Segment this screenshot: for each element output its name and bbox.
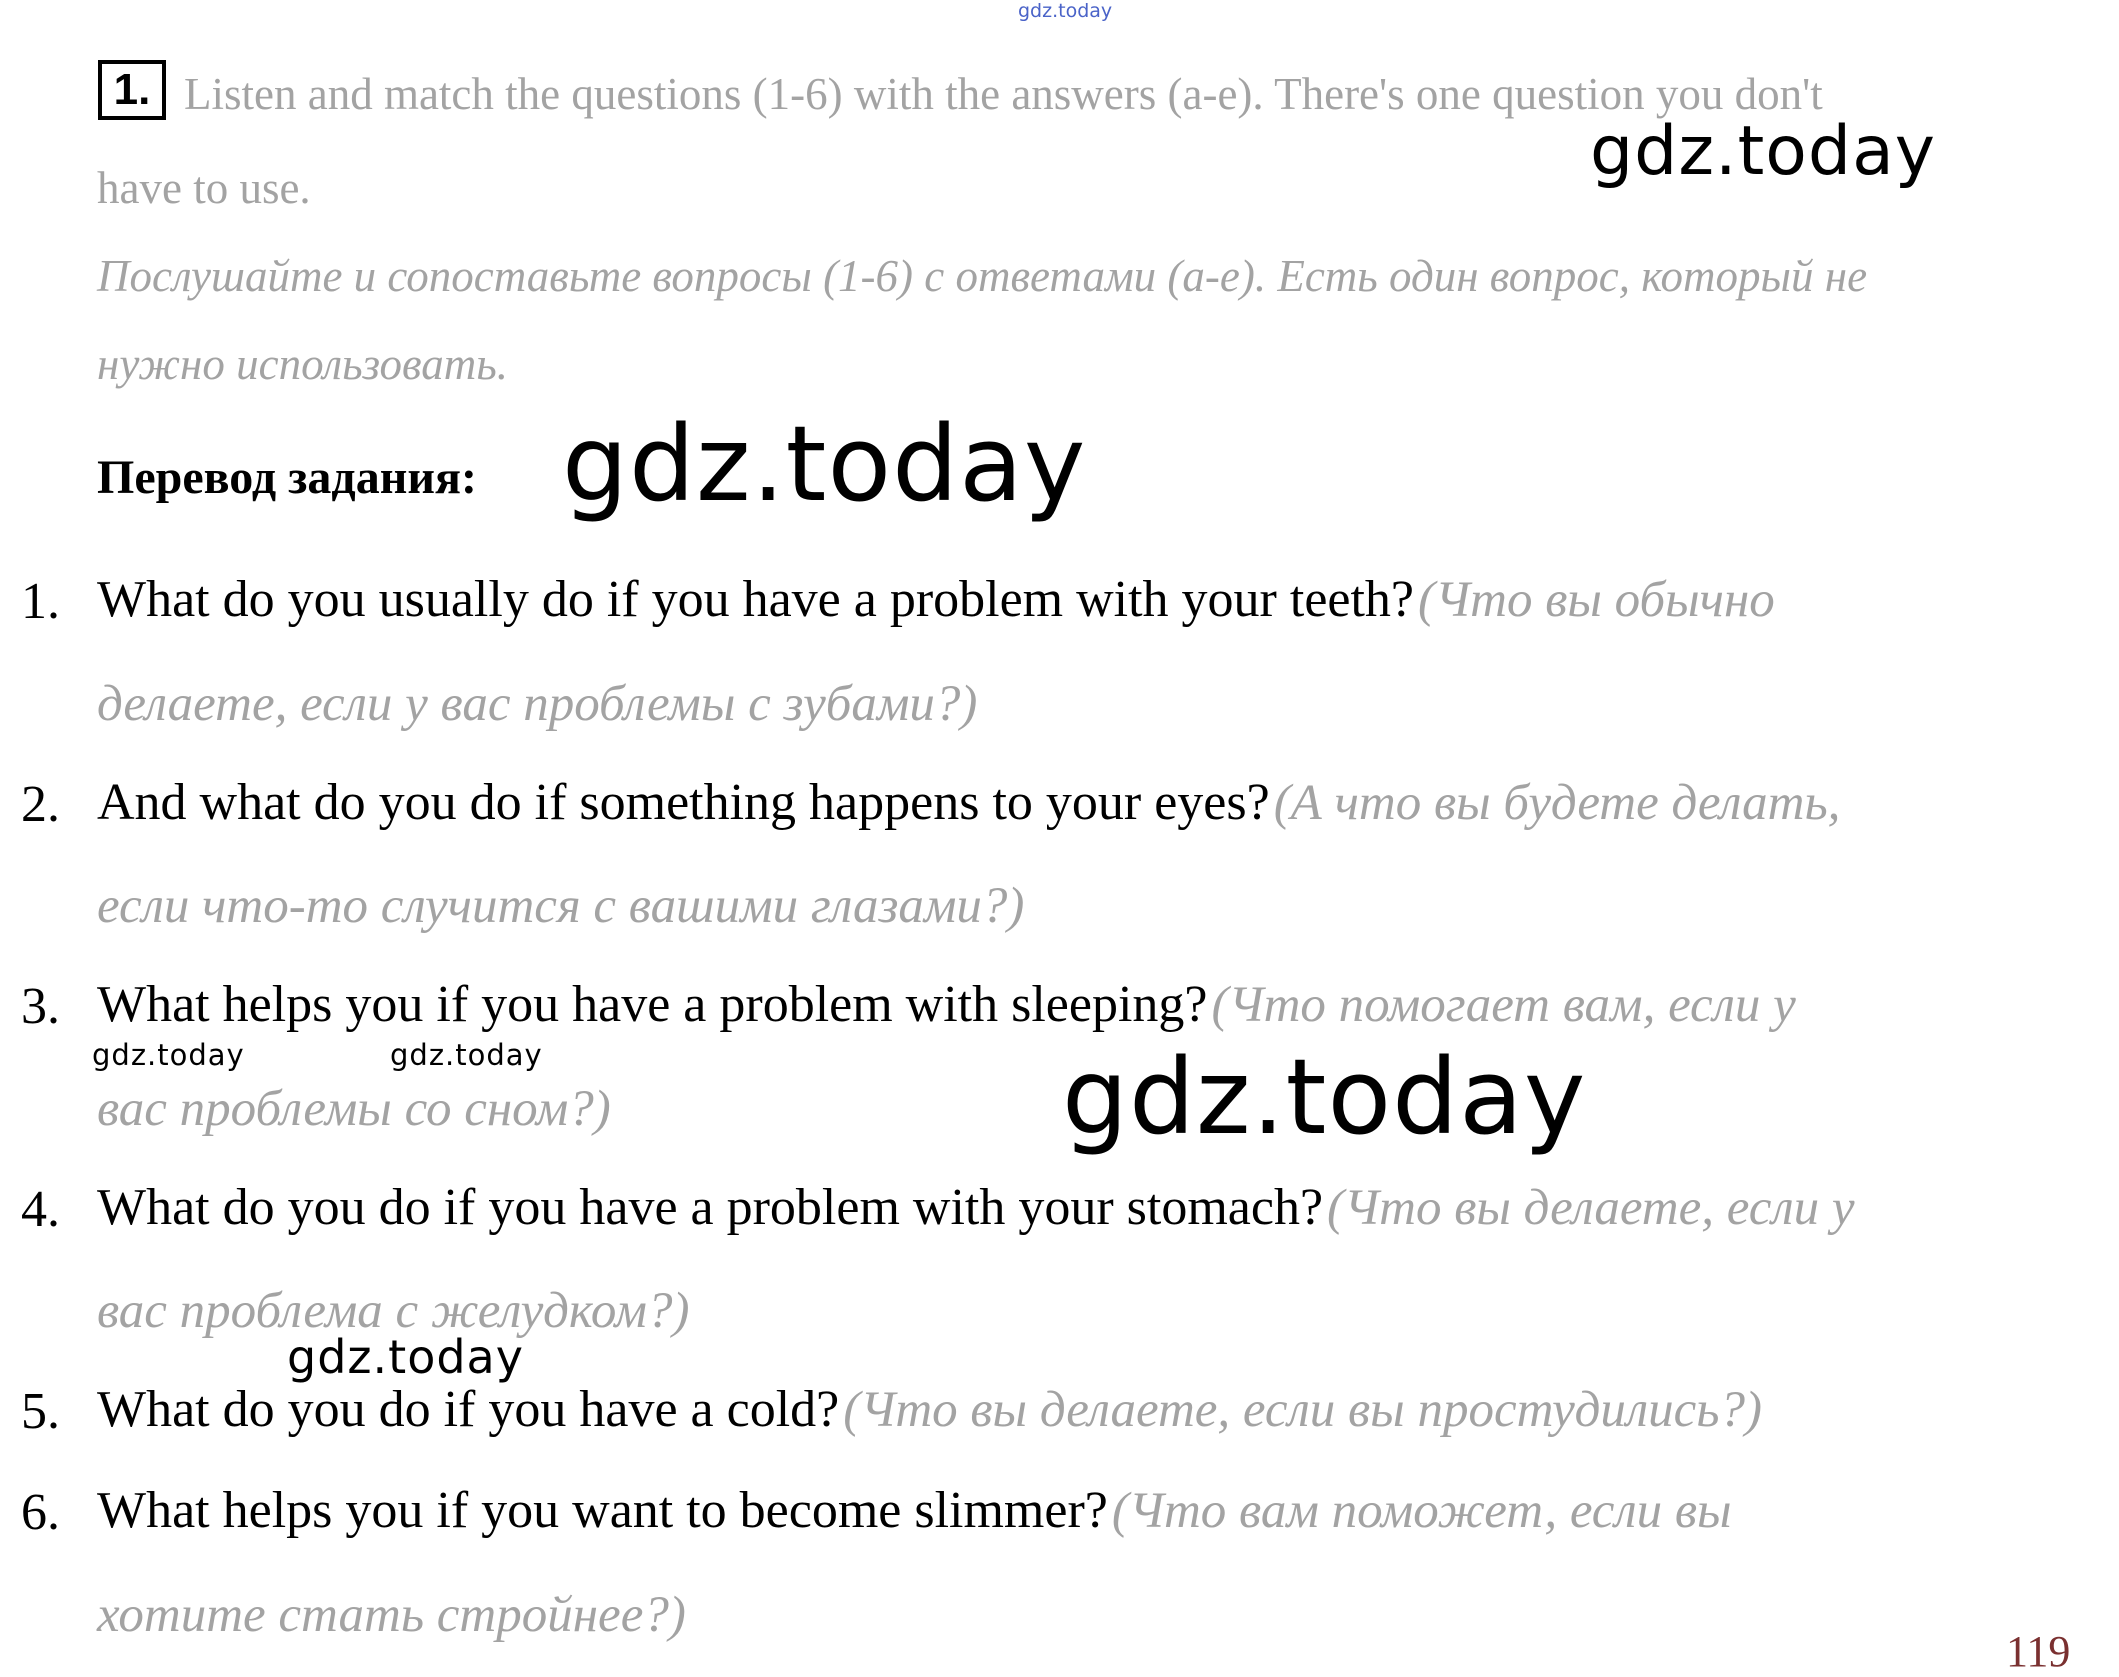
question-ru-continuation: вас проблема с желудком?) <box>97 1283 690 1339</box>
question-number: 5. <box>21 1383 60 1440</box>
question-ru: (Что вы делаете, если вы простудились?) <box>843 1382 1762 1438</box>
question-ru: (А что вы будете делать, <box>1273 775 1841 831</box>
question-en: What do you do if you have a cold? <box>97 1381 840 1438</box>
question-ru: (Что вы обычно <box>1418 572 1775 628</box>
question-ru: (Что вы делаете, если у <box>1327 1180 1855 1236</box>
question-ru-continuation: вас проблемы со сном?) <box>97 1081 611 1137</box>
question-ru-continuation: хотите стать стройнее?) <box>97 1587 686 1643</box>
question-number: 3. <box>21 978 60 1035</box>
question-line <box>97 1178 1854 1237</box>
question-en: What helps you if you want to become slimmer? <box>97 1482 1108 1539</box>
watermark: gdz.today <box>287 1330 524 1384</box>
question-number: 4. <box>21 1181 60 1238</box>
task-number-box: 1. <box>98 60 166 120</box>
watermark: gdz.today <box>390 1038 543 1072</box>
instruction-ru-line1: Послушайте и сопоставьте вопросы (1-6) с ответами (a-e). Есть один вопрос, который не <box>97 251 1868 301</box>
question-en: What do you usually do if you have a problem with your teeth? <box>97 571 1415 628</box>
question-number: 2. <box>21 776 60 833</box>
question-ru: (Что вам поможет, если вы <box>1111 1483 1732 1539</box>
top-site-mark: gdz.today <box>1018 0 1113 22</box>
watermark: gdz.today <box>1062 1036 1587 1158</box>
instruction-en-line2: have to use. <box>97 163 311 213</box>
watermark: gdz.today <box>1590 112 1936 191</box>
instruction-en-line1: Listen and match the questions (1-6) with the answers (a-e). There's one question you don't <box>184 69 1823 119</box>
page-number: 119 <box>2006 1627 2071 1676</box>
question-line <box>97 570 1775 629</box>
question-number: 1. <box>21 573 60 630</box>
watermark: gdz.today <box>562 403 1087 525</box>
question-line <box>97 1380 1762 1439</box>
question-line <box>97 1481 1732 1540</box>
question-number: 6. <box>21 1484 60 1541</box>
question-en: What do you do if you have a problem with your stomach? <box>97 1179 1324 1236</box>
watermark: gdz.today <box>92 1038 245 1072</box>
question-en: What helps you if you have a problem with sleeping? <box>97 976 1208 1033</box>
question-ru-continuation: если что-то случится с вашими глазами?) <box>97 878 1025 934</box>
question-ru: (Что помогает вам, если у <box>1211 977 1796 1033</box>
question-line <box>97 975 1796 1034</box>
question-en: And what do you do if something happens to your eyes? <box>97 774 1270 831</box>
translation-heading: Перевод задания: <box>97 451 477 504</box>
instruction-ru-line2: нужно использовать. <box>97 339 508 389</box>
question-line <box>97 773 1840 832</box>
question-ru-continuation: делаете, если у вас проблемы с зубами?) <box>97 676 978 732</box>
